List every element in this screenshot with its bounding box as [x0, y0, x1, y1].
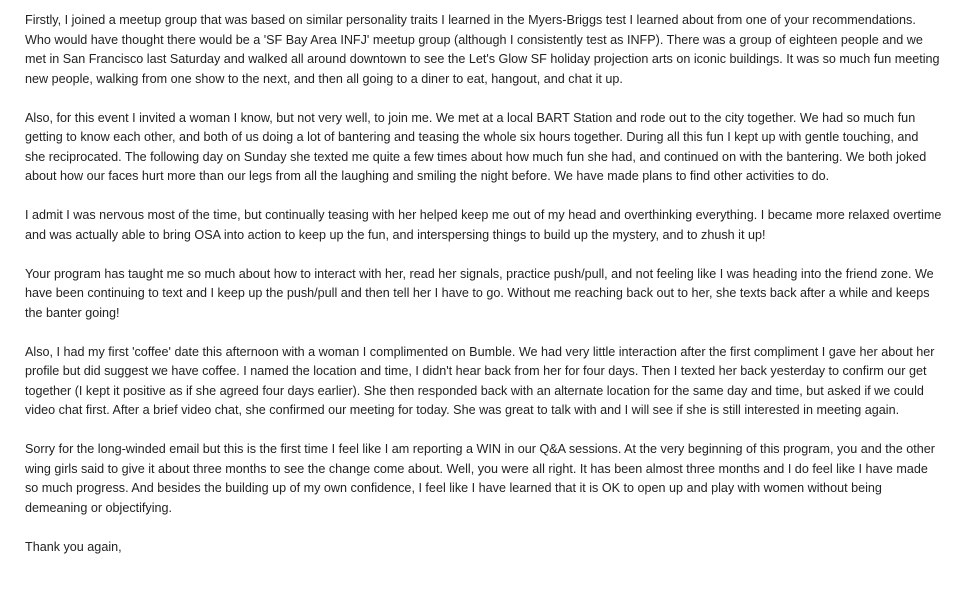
email-body — [25, 11, 942, 557]
paragraph-coffee-date: Also, I had my first 'coffee' date this afternoon with a woman I complimented on Bumble. We had very little interaction after the first compliment I gave her about her profile but did suggest we have coffee. I named the location and time, I didn't hear back from her for four days. Then I texted her back yesterday to confirm our get together (I kept it positive as if she agreed four days earlier). She then responded back with an alternate location for the same day and time, but asked if we could video chat first. After a brief video chat, she confirmed our meeting for today. She was great to talk with and I will see if she is still interested in meeting again. — [25, 344, 935, 417]
paragraph-sorry-long-winded: Sorry for the long-winded email but this is the first time I feel like I am reporting a WIN in our Q&A sessions. At the very beginning of this program, you and the other wing girls said to give it about three months to see the change come about. Well, you were all right. It has been almost three months and I do feel like I have made so much progress. And besides the building up of my own confidence, I feel like I have learned that it is OK to open up and play with women without being demeaning or objectifying. — [25, 442, 935, 515]
closing-line: Thank you again, — [25, 539, 122, 554]
paragraph-nervous: I admit I was nervous most of the time, but continually teasing with her helped keep me out of my head and overthinking everything. I became more relaxed overtime and was actually able to bring OSA into action to keep up the fun, and interspersing things to build up the mystery, and to zhush it up! — [25, 208, 942, 242]
paragraph-program-taught: Your program has taught me so much about how to interact with her, read her signals, practice push/pull, and not feeling like I was heading into the friend zone. We have been continuing to text and I keep up the push/pull and then tell her I have to go. Without me reaching back out to her, she texts back after a while and keeps the banter going! — [25, 266, 934, 320]
paragraph-invited-woman: Also, for this event I invited a woman I know, but not very well, to join me. We met at a local BART Station and rode out to the city together. We had so much fun getting to know each other, and both of us doing a lot of bantering and teasing the whole six hours together. During all this fun I kept up with gentle touching, and she reciprocated. The following day on Sunday she texted me quite a few times about how much fun she had, and continued on with the bantering. We both joked about how our faces hurt more than our legs from all the laughing and smiling the night before. We have made plans to find other activities to do. — [25, 110, 927, 183]
paragraph-meetup-group: Firstly, I joined a meetup group that was based on similar personality traits I learned in the Myers-Briggs test I learned about from one of your recommendations. Who would have thought there would be a 'SF Bay Area INFJ' meetup group (although I consistently test as INFP). There was a group of eighteen people and we met in San Francisco last Saturday and walked all around downtown to see the Let's Glow SF holiday projection arts on iconic buildings. It was so much fun meeting new people, walking from one show to the next, and then all going to a diner to eat, hangout, and chat it up. — [25, 13, 940, 86]
